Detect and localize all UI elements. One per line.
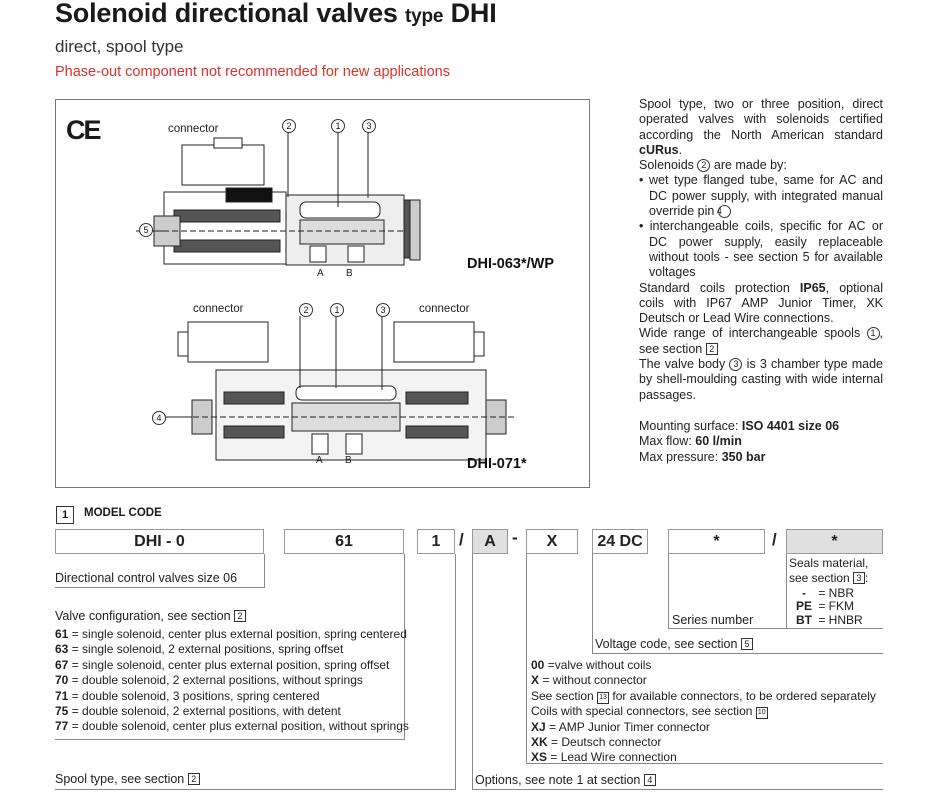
config-item: 77 = double solenoid, center plus external position, without springs xyxy=(55,719,409,734)
config-item: 67 = single solenoid, center plus external position, spring offset xyxy=(55,657,390,672)
separator-dash: - xyxy=(512,528,518,547)
port-b-top: B xyxy=(346,268,353,279)
code-box-series: * xyxy=(668,529,765,554)
valve-figure-panel xyxy=(55,99,590,488)
config-item: 61 = single solenoid, center plus external position, spring centered xyxy=(55,627,407,641)
seals-material: Seals material, see section 3 : - = NBR PE = FKM BT = HNBR xyxy=(789,556,869,627)
port-a-top: A xyxy=(317,268,324,279)
ce-mark: CE xyxy=(66,115,100,145)
code-box-voltage: 24 DC xyxy=(592,529,648,554)
valve-drawing-dhi-071 xyxy=(166,316,516,460)
description-text: Spool type, two or three position, direct operated valves with solenoids certified according the North American standard cURus. Solenoids 2 are made by: • wet type flanged tube, same for AC and DC power supply, with integrated manual override pin 4 • interchangeable coils, specific for AC or DC power supply, easily replaceable without tools - see section 5 for available voltages Standard coils protection IP65, optional coils with IP67 AMP Junior Timer, XK Deutsch or Lead Wire connections. Wide range of interchangeable spools 1 , see section 2 The valve body 3 is 3 chamber type made by shell-moulding casting with wide internal passages. Mounting surface: ISO 4401 size 06 Max flow: 60 l/min Max pressure: 350 bar xyxy=(639,97,883,464)
marker-2-bottom: 2 xyxy=(299,303,313,317)
config-item: 75 = double solenoid, 2 external positions, with detent xyxy=(55,704,341,719)
marker-1-bottom: 1 xyxy=(330,303,344,317)
config-item: 70 = double solenoid, 2 external positions, without springs xyxy=(55,673,363,688)
valve-drawing-dhi-063 xyxy=(136,128,420,265)
marker-2-top: 2 xyxy=(282,119,296,133)
code-box-seals: * xyxy=(786,529,883,554)
code-box-connector: X xyxy=(526,529,578,554)
connector-options: 00 =valve without coils X = without connector See section 13 for available connectors, to be ordered separately Coils with special connectors, see section 10 XJ = AMP Junior Timer connector XK = Deutsch connector XS = Lead Wire connection xyxy=(531,658,876,765)
port-a-bottom: A xyxy=(316,455,323,466)
marker-5-top: 5 xyxy=(139,223,153,237)
valve-cross-section-drawings xyxy=(56,100,591,489)
model-name-top: DHI-063*/WP xyxy=(467,256,555,272)
connector-label-top: connector xyxy=(168,123,219,135)
special-connector-item: XJ = AMP Junior Timer connector xyxy=(531,719,710,734)
valve-config-list xyxy=(55,627,409,735)
valve-config-label: Valve configuration, see section 2 xyxy=(55,609,246,623)
page-title: Solenoid directional valves type DHI xyxy=(55,0,497,28)
separator-slash-1: / xyxy=(459,530,464,549)
code-box-options: A xyxy=(472,529,508,554)
marker-4-bottom: 4 xyxy=(152,411,166,425)
dir-valves-label: Directional control valves size 06 xyxy=(55,571,238,585)
connector-label-right: connector xyxy=(419,303,470,315)
config-item: 71 = double solenoid, 3 positions, spring centered xyxy=(55,688,320,703)
config-item: 63 = single solenoid, 2 external positions, spring offset xyxy=(55,642,344,657)
marker-3-top: 3 xyxy=(362,119,376,133)
model-name-bottom: DHI-071* xyxy=(467,456,527,472)
connector-label-left: connector xyxy=(193,303,244,315)
marker-1-top: 1 xyxy=(331,119,345,133)
port-b-bottom: B xyxy=(345,455,352,466)
seals-item: - = NBR xyxy=(802,585,855,600)
separator-slash-2: / xyxy=(772,530,777,549)
special-connector-item: XS = Lead Wire connection xyxy=(531,750,677,765)
model-code-title: MODEL CODE xyxy=(84,507,162,519)
code-box-config: 61 xyxy=(284,529,404,554)
page-subtitle: direct, spool type xyxy=(55,37,184,56)
code-box-dhi: DHI - 0 xyxy=(55,529,264,554)
seals-item: BT = HNBR xyxy=(796,612,863,627)
seals-item: PE = FKM xyxy=(795,599,855,614)
section-number: 1 xyxy=(56,506,74,524)
code-box-spool: 1 xyxy=(417,529,455,554)
special-connector-item: XK = Deutsch connector xyxy=(531,735,662,750)
spool-type-label: Spool type, see section 2 xyxy=(55,772,200,786)
voltage-code-label: Voltage code, see section 5 xyxy=(595,637,753,651)
phase-out-warning: Phase-out component not recommended for new applications xyxy=(55,64,450,80)
options-label: Options, see note 1 at section 4 xyxy=(475,773,656,787)
series-number-label: Series number xyxy=(672,613,754,627)
marker-3-bottom: 3 xyxy=(376,303,390,317)
